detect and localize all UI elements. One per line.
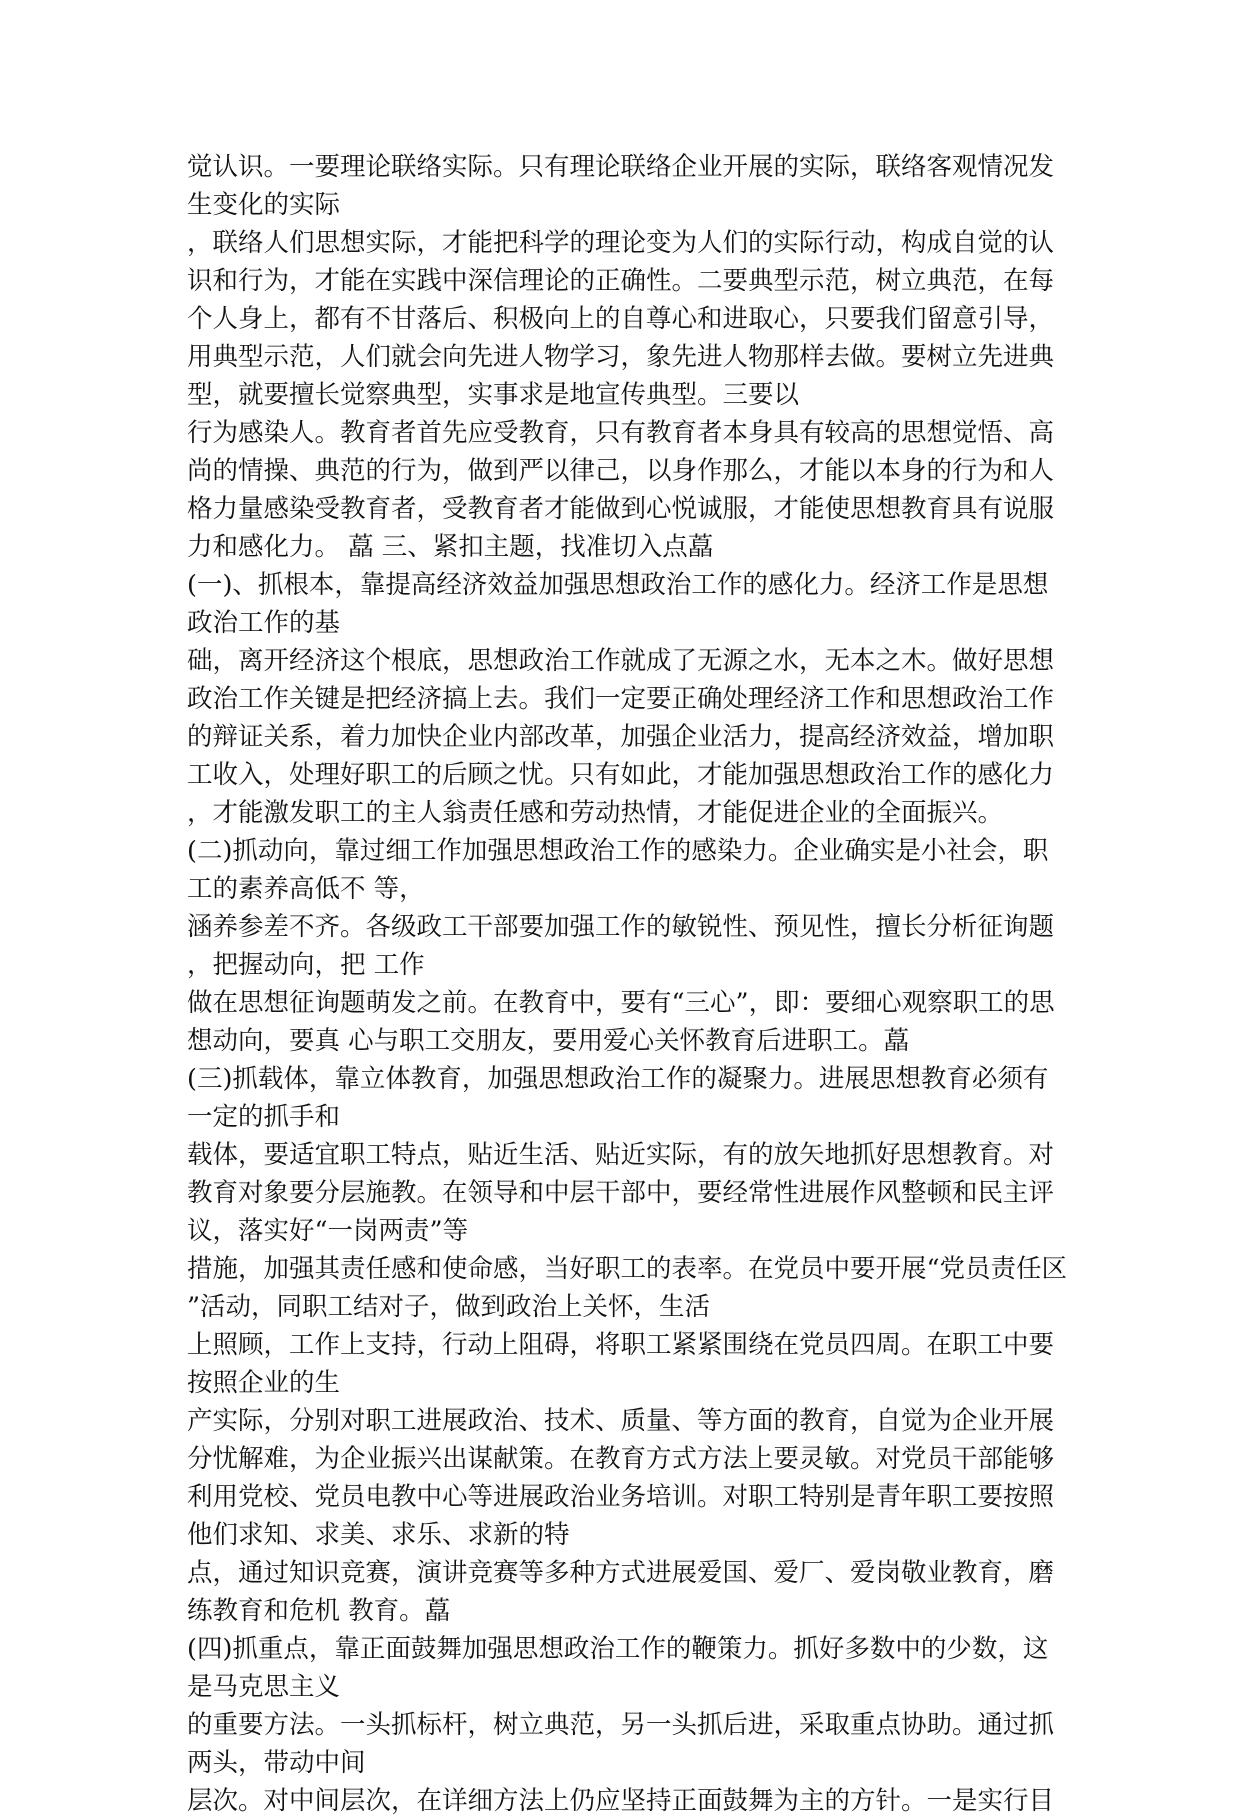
text-line: 政治工作的基 bbox=[187, 608, 341, 638]
text-line: 点，通过知识竞赛，演讲竞赛等多种方式进展爱国、爱厂、爱岗敬业教育，磨 bbox=[187, 1558, 1055, 1588]
text-line: 觉认识。一要理论联络实际。只有理论联络企业开展的实际，联络客观情况发 bbox=[187, 152, 1055, 182]
text-line: 础，离开经济这个根底，思想政治工作就成了无源之水，无本之木。做好思想 bbox=[187, 646, 1055, 676]
text-line: 练教育和危机 教育。藠 bbox=[187, 1596, 451, 1626]
document-body bbox=[187, 148, 1067, 1820]
text-line: 政治工作关键是把经济搞上去。我们一定要正确处理经济工作和思想政治工作 bbox=[187, 684, 1055, 714]
text-line: 个人身上，都有不甘落后、积极向上的自尊心和进取心，只要我们留意引导， bbox=[187, 304, 1055, 334]
text-line: 做在思想征询题萌发之前。在教育中，要有“三心”，即：要细心观察职工的思 bbox=[187, 988, 1055, 1018]
text-line: 尚的情操、典范的行为，做到严以律己，以身作那么，才能以本身的行为和人 bbox=[187, 456, 1055, 486]
text-line: 议，落实好“一岗两责”等 bbox=[187, 1216, 469, 1246]
text-line: 涵养参差不齐。各级政工干部要加强工作的敏锐性、预见性，擅长分析征询题 bbox=[187, 912, 1055, 942]
text-line: 两头，带动中间 bbox=[187, 1748, 366, 1778]
text-line: 利用党校、党员电教中心等进展政治业务培训。对职工特别是青年职工要按照 bbox=[187, 1482, 1055, 1512]
text-line: 他们求知、求美、求乐、求新的特 bbox=[187, 1520, 570, 1550]
text-line: 载体，要适宜职工特点，贴近生活、贴近实际，有的放矢地抓好思想教育。对 bbox=[187, 1140, 1055, 1170]
text-line: 的重要方法。一头抓标杆，树立典范，另一头抓后进，采取重点协助。通过抓 bbox=[187, 1710, 1055, 1740]
text-line: 格力量感染受教育者，受教育者才能做到心悦诚服，才能使思想教育具有说服 bbox=[187, 494, 1055, 524]
text-line: ，才能激发职工的主人翁责任感和劳动热情，才能促进企业的全面振兴。 bbox=[187, 798, 1004, 828]
text-line: (二)抓动向，靠过细工作加强思想政治工作的感染力。企业确实是小社会，职 bbox=[187, 836, 1049, 866]
text-line: 分忧解难，为企业振兴出谋献策。在教育方式方法上要灵敏。对党员干部能够 bbox=[187, 1444, 1055, 1474]
text-line: (四)抓重点，靠正面鼓舞加强思想政治工作的鞭策力。抓好多数中的少数，这 bbox=[187, 1634, 1049, 1664]
text-line: 工收入，处理好职工的后顾之忧。只有如此，才能加强思想政治工作的感化力 bbox=[187, 760, 1055, 790]
text-line: 按照企业的生 bbox=[187, 1368, 341, 1398]
text-line: 措施，加强其责任感和使命感，当好职工的表率。在党员中要开展“党员责任区 bbox=[187, 1254, 1067, 1284]
text-line: 产实际，分别对职工进展政治、技术、质量、等方面的教育，自觉为企业开展 bbox=[187, 1406, 1055, 1436]
text-line: 一定的抓手和 bbox=[187, 1102, 341, 1132]
text-line: ，联络人们思想实际，才能把科学的理论变为人们的实际行动，构成自觉的认 bbox=[187, 228, 1055, 258]
text-line: ”活动，同职工结对子，做到政治上关怀，生活 bbox=[187, 1292, 711, 1322]
text-line: 的辩证关系，着力加快企业内部改革，加强企业活力，提高经济效益，增加职 bbox=[187, 722, 1055, 752]
text-line: 工的素养高低不 等， bbox=[187, 874, 425, 904]
text-line: 教育对象要分层施教。在领导和中层干部中，要经常性进展作风整顿和民主评 bbox=[187, 1178, 1055, 1208]
text-line: 力和感化力。 藠 三、紧扣主题，找准切入点藠 bbox=[187, 532, 714, 562]
text-line: (一)、抓根本，靠提高经济效益加强思想政治工作的感化力。经济工作是思想 bbox=[187, 570, 1049, 600]
text-line: 识和行为，才能在实践中深信理论的正确性。二要典型示范，树立典范，在每 bbox=[187, 266, 1055, 296]
text-line: (三)抓载体，靠立体教育，加强思想政治工作的凝聚力。进展思想教育必须有 bbox=[187, 1064, 1049, 1094]
text-line: 上照顾，工作上支持，行动上阻碍，将职工紧紧围绕在党员四周。在职工中要 bbox=[187, 1330, 1055, 1360]
text-line: 是马克思主义 bbox=[187, 1672, 341, 1702]
text-line: 层次。对中间层次，在详细方法上仍应坚持正面鼓舞为主的方针。一是实行目 bbox=[187, 1786, 1055, 1816]
text-line: 想动向，要真 心与职工交朋友，要用爱心关怀教育后进职工。藠 bbox=[187, 1026, 910, 1056]
text-line: 型，就要擅长觉察典型，实事求是地宣传典型。三要以 bbox=[187, 380, 800, 410]
text-line: 行为感染人。教育者首先应受教育，只有教育者本身具有较高的思想觉悟、高 bbox=[187, 418, 1055, 448]
text-line: ，把握动向，把 工作 bbox=[187, 950, 425, 980]
text-line: 用典型示范，人们就会向先进人物学习，象先进人物那样去做。要树立先进典 bbox=[187, 342, 1055, 372]
text-line: 生变化的实际 bbox=[187, 190, 341, 220]
